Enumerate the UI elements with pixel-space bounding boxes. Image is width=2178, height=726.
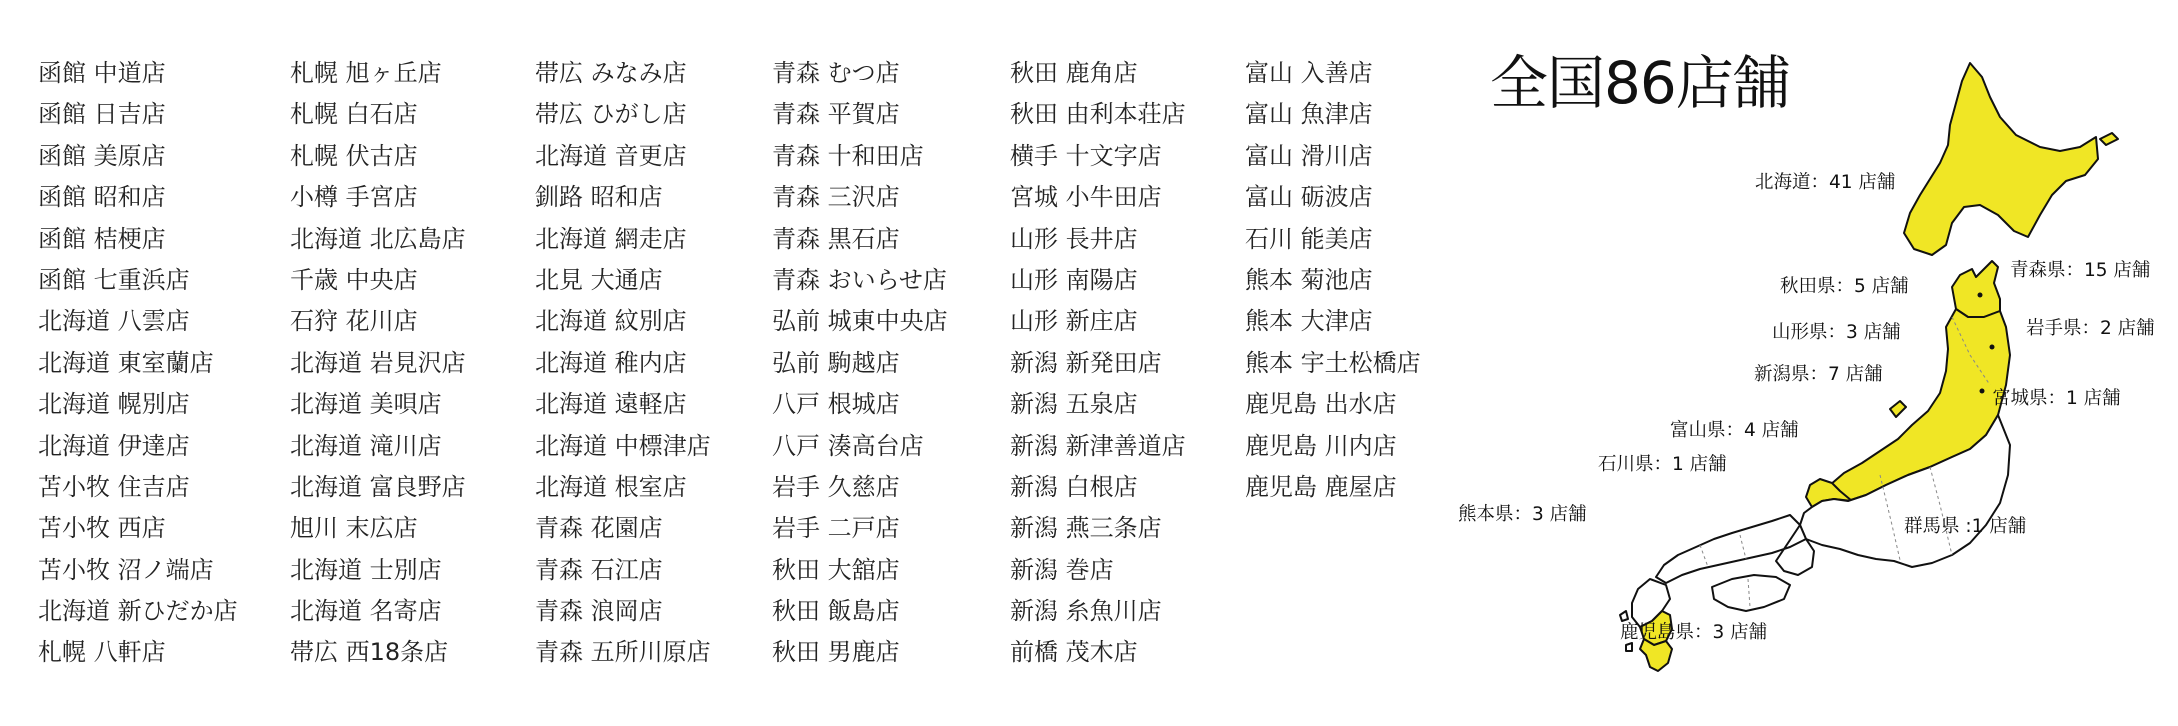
store-item: 北海道 美唄店: [290, 390, 442, 419]
store-item: 青森 浪岡店: [535, 597, 663, 626]
store-list-col2: [290, 58, 466, 679]
store-item: 北海道 富良野店: [290, 472, 466, 501]
store-item: 北見 大通店: [535, 265, 663, 294]
store-item: 石狩 花川店: [290, 307, 418, 336]
store-item: 札幌 伏古店: [290, 141, 418, 170]
map-aomori: [1952, 261, 2000, 317]
store-item: 青森 十和田店: [772, 141, 924, 170]
map-shikoku: [1712, 575, 1790, 611]
store-item: 北海道 伊達店: [38, 431, 190, 460]
store-item: 北海道 遠軽店: [535, 390, 687, 419]
store-item: 秋田 飯島店: [772, 597, 900, 626]
store-item: 富山 砺波店: [1245, 183, 1373, 212]
store-item: 鹿児島 鹿屋店: [1245, 472, 1397, 501]
store-item: 北海道 幌別店: [38, 390, 190, 419]
store-item: 青森 三沢店: [772, 183, 900, 212]
store-item: 北海道 網走店: [535, 224, 687, 253]
store-item: 岩手 二戸店: [772, 514, 900, 543]
store-item: 旭川 末広店: [290, 514, 418, 543]
store-item: 北海道 根室店: [535, 472, 687, 501]
store-item: 北海道 新ひだか店: [38, 597, 238, 626]
label-gunma: 群馬県 :1 店舗: [1904, 516, 2027, 537]
store-item: 青森 黒石店: [772, 224, 900, 253]
store-item: 山形 南陽店: [1010, 265, 1138, 294]
store-item: 新潟 巻店: [1010, 555, 1114, 584]
store-item: 北海道 士別店: [290, 555, 442, 584]
store-item: 苫小牧 住吉店: [38, 472, 190, 501]
store-item: 秋田 由利本荘店: [1010, 100, 1186, 129]
store-item: 函館 中道店: [38, 59, 166, 87]
store-item: 山形 新庄店: [1010, 307, 1138, 336]
store-item: 熊本 宇土松橋店: [1245, 348, 1421, 377]
store-list-col4: [772, 58, 948, 679]
store-item: 横手 十文字店: [1010, 141, 1162, 170]
store-item: 熊本 菊池店: [1245, 265, 1373, 294]
store-item: 八戸 湊高台店: [772, 431, 924, 460]
store-item: 苫小牧 沼ノ端店: [38, 555, 214, 584]
store-item: 青森 五所川原店: [535, 638, 711, 667]
label-kagoshima: 鹿児島県：3 店舗: [1620, 622, 1768, 643]
store-item: 新潟 新津善道店: [1010, 431, 1186, 460]
store-item: 青森 花園店: [535, 514, 663, 543]
store-item: 帯広 西18条店: [290, 638, 449, 667]
store-item: 北海道 音更店: [535, 141, 687, 170]
store-item: 小樽 手宮店: [290, 183, 418, 212]
store-item: 富山 滑川店: [1245, 141, 1373, 170]
store-item: 北海道 稚内店: [535, 348, 687, 377]
store-list-col6: [1245, 58, 1421, 513]
store-item: 函館 七重浜店: [38, 265, 190, 294]
map-west-honshu: [1656, 515, 1814, 583]
label-ishikawa: 石川県：1 店舗: [1598, 454, 1727, 475]
store-item: 熊本 大津店: [1245, 307, 1373, 336]
store-item: 函館 日吉店: [38, 100, 166, 129]
store-item: 北海道 中標津店: [535, 431, 711, 460]
store-item: 札幌 旭ヶ丘店: [290, 59, 442, 87]
store-item: 前橋 茂木店: [1010, 638, 1138, 667]
label-yamagata: 山形県：3 店舗: [1772, 322, 1901, 343]
store-item: 秋田 男鹿店: [772, 638, 900, 667]
store-item: 函館 美原店: [38, 141, 166, 170]
store-list-col5: [1010, 58, 1186, 679]
store-item: 富山 魚津店: [1245, 100, 1373, 129]
store-item: 北海道 紋別店: [535, 307, 687, 336]
store-item: 富山 入善店: [1245, 59, 1373, 87]
store-list-col1: [38, 58, 238, 679]
store-item: 千歳 中央店: [290, 265, 418, 294]
label-akita: 秋田県：5 店舗: [1780, 276, 1909, 297]
store-item: 青森 おいらせ店: [772, 265, 947, 294]
store-item: 函館 昭和店: [38, 183, 166, 212]
store-item: 秋田 大舘店: [772, 555, 900, 584]
label-aomori: 青森県：15 店舗: [2010, 260, 2151, 281]
store-item: 青森 石江店: [535, 555, 663, 584]
store-item: 青森 むつ店: [772, 59, 900, 87]
store-item: 宮城 小牛田店: [1010, 183, 1162, 212]
store-item: 岩手 久慈店: [772, 472, 900, 501]
store-item: 釧路 昭和店: [535, 183, 663, 212]
store-item: 秋田 鹿角店: [1010, 59, 1138, 87]
store-item: 弘前 城東中央店: [772, 307, 948, 336]
store-item: 帯広 みなみ店: [535, 59, 687, 87]
label-niigata: 新潟県：7 店舗: [1754, 364, 1883, 385]
store-item: 山形 長井店: [1010, 224, 1138, 253]
store-item: 帯広 ひがし店: [535, 100, 687, 129]
label-kumamoto: 熊本県：3 店舗: [1458, 504, 1587, 525]
store-item: 新潟 糸魚川店: [1010, 597, 1162, 626]
store-item: 青森 平賀店: [772, 100, 900, 129]
store-item: 弘前 駒越店: [772, 348, 900, 377]
label-hokkaido: 北海道：41 店舗: [1755, 172, 1896, 193]
store-item: 鹿児島 出水店: [1245, 390, 1397, 419]
headline-total-stores: 全国86店舗: [1490, 49, 1790, 117]
store-item: 新潟 新発田店: [1010, 348, 1162, 377]
store-item: 北海道 滝川店: [290, 431, 442, 460]
label-miyagi: 宮城県：1 店舗: [1992, 388, 2121, 409]
store-item: 札幌 白石店: [290, 100, 418, 129]
store-item: 札幌 八軒店: [38, 638, 166, 667]
label-toyama: 富山県：4 店舗: [1670, 420, 1799, 441]
store-item: 石川 能美店: [1245, 224, 1373, 253]
store-item: 新潟 燕三条店: [1010, 514, 1162, 543]
store-item: 北海道 名寄店: [290, 597, 442, 626]
store-item: 北海道 八雲店: [38, 307, 190, 336]
store-item: 新潟 白根店: [1010, 472, 1138, 501]
store-item: 北海道 北広島店: [290, 224, 466, 253]
store-item: 鹿児島 川内店: [1245, 431, 1397, 460]
store-item: 苫小牧 西店: [38, 514, 166, 543]
store-list-col3: [535, 58, 711, 679]
store-item: 北海道 東室蘭店: [38, 348, 214, 377]
map-hokkaido: [1904, 63, 2098, 255]
store-item: 北海道 岩見沢店: [290, 348, 466, 377]
store-item: 新潟 五泉店: [1010, 390, 1138, 419]
store-item: 八戸 根城店: [772, 390, 900, 419]
label-iwate: 岩手県：2 店舗: [2026, 318, 2155, 339]
store-item: 函館 桔梗店: [38, 224, 166, 253]
